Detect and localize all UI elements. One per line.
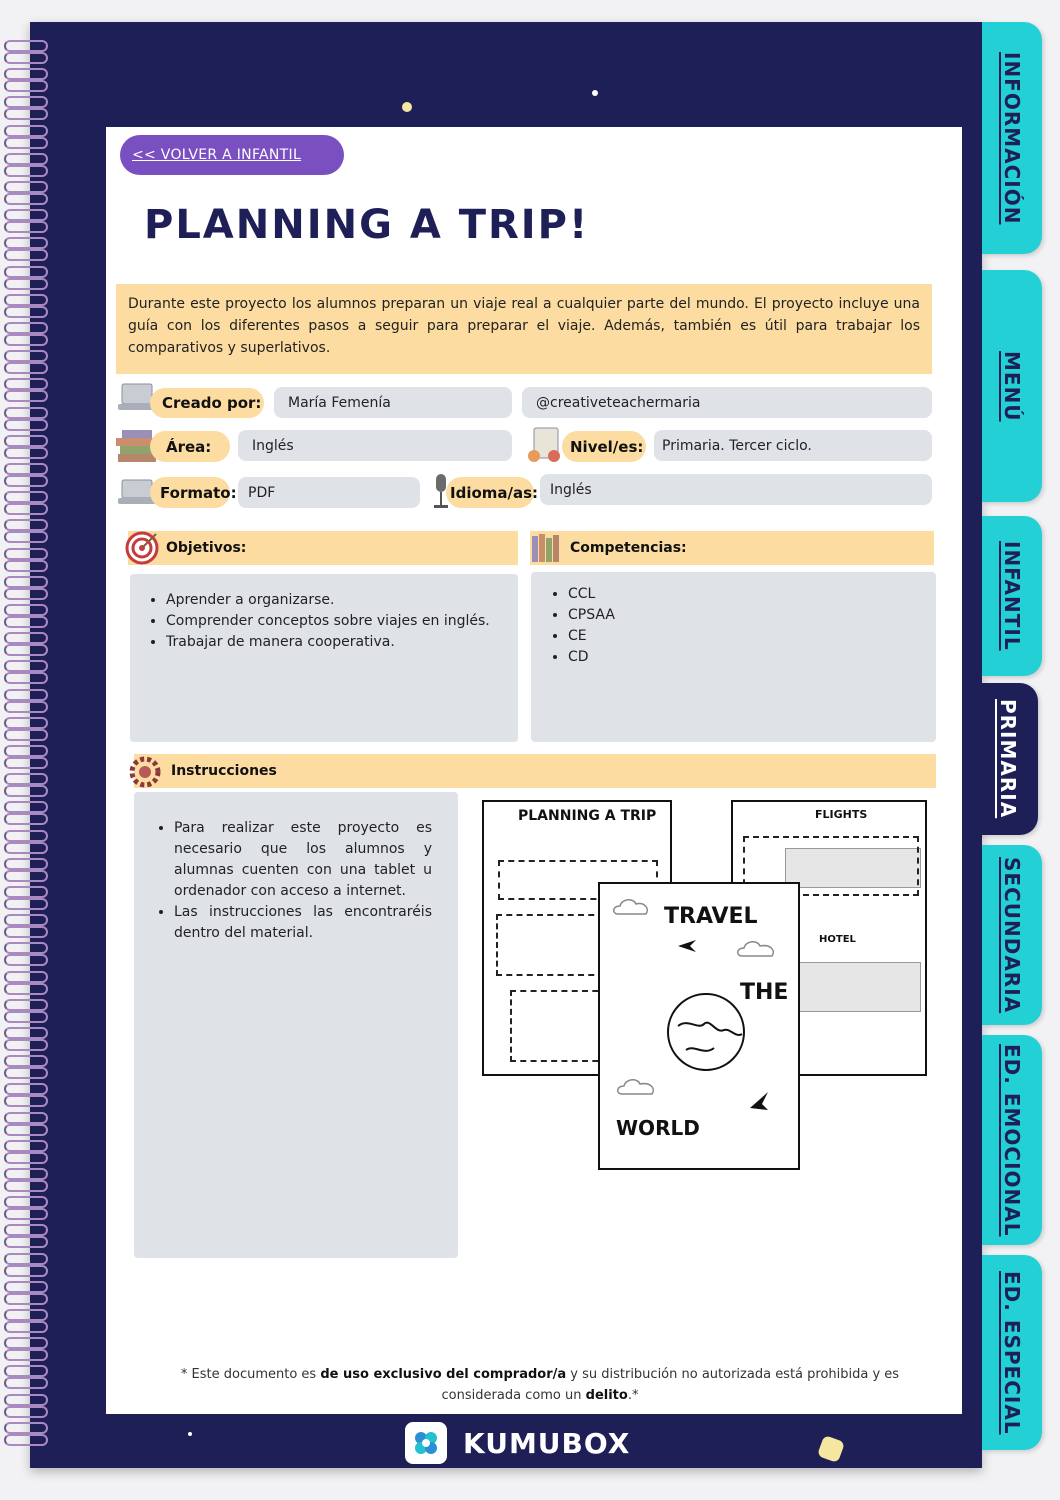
spiral-ring [4, 954, 48, 966]
spiral-ring [4, 644, 48, 656]
spiral-ring [4, 237, 48, 249]
tab-ed-especial[interactable] [982, 1255, 1042, 1450]
tab-informacion[interactable] [982, 22, 1042, 254]
spiral-ring [4, 660, 48, 672]
spiral-ring [4, 350, 48, 362]
page-title: PLANNING A TRIP! [144, 202, 590, 248]
back-button-label: << VOLVER A INFANTIL [132, 147, 302, 163]
tab-label: INFANTIL [1000, 541, 1024, 651]
spiral-ring [4, 1011, 48, 1023]
worksheet-preview-cover [598, 882, 800, 1170]
spiral-ring [4, 773, 48, 785]
spiral-ring [4, 1152, 48, 1164]
spiral-ring [4, 1224, 48, 1236]
spiral-ring [4, 40, 48, 52]
handle-value: @creativeteachermaria [536, 394, 701, 411]
area-label: Área: [166, 437, 212, 456]
formato-value-field [238, 477, 420, 508]
cloud-icon [612, 896, 652, 918]
brand-name: KUMUBOX [463, 1426, 631, 1460]
project-description: Durante este proyecto los alumnos preparan un viaje real a cualquier parte del mundo. El proyecto incluye una guía con los diferentes pasos a seguir para preparar el viaje. Además, también es útil para trabajar los comparativos y superlativos. [116, 284, 932, 374]
spiral-ring [4, 266, 48, 278]
spiral-ring [4, 914, 48, 926]
competencias-label: Competencias: [570, 540, 687, 556]
idioma-value-field [540, 474, 932, 505]
worksheet-title: FLIGHTS [815, 808, 868, 821]
spiral-ring [4, 1337, 48, 1349]
tab-primaria[interactable] [978, 683, 1038, 835]
spiral-ring [4, 971, 48, 983]
cover-title-travel: TRAVEL [664, 904, 758, 929]
spiral-ring [4, 560, 48, 572]
spiral-ring [4, 435, 48, 447]
competencias-panel [531, 572, 936, 742]
spiral-ring [4, 1321, 48, 1333]
spiral-ring [4, 193, 48, 205]
back-to-infantil-button[interactable] [120, 135, 344, 175]
tab-label: ED. ESPECIAL [1000, 1270, 1024, 1435]
spiral-ring [4, 181, 48, 193]
legal-notice-bold: delito [585, 1388, 628, 1403]
star-decoration [817, 1435, 845, 1463]
legal-notice-text: * Este documento es [180, 1367, 321, 1382]
cloud-icon [736, 936, 780, 960]
idioma-label-pill [446, 477, 539, 508]
spiral-ring [4, 362, 48, 374]
spiral-ring [4, 886, 48, 898]
star-decoration [402, 102, 412, 112]
gear-icon [128, 755, 162, 789]
spiral-ring [4, 983, 48, 995]
spiral-ring [4, 898, 48, 910]
spiral-ring [4, 616, 48, 628]
spiral-ring [4, 68, 48, 80]
list-item: • CE [568, 626, 920, 647]
star-decoration [592, 90, 598, 96]
formato-value: PDF [248, 484, 276, 501]
handle-field [522, 387, 932, 418]
list-item: • Comprender conceptos sobre viajes en inglés. [166, 611, 502, 632]
target-icon [124, 530, 160, 566]
spiral-ring [4, 1083, 48, 1095]
spiral-ring [4, 842, 48, 854]
cover-title-world: WORLD [616, 1116, 700, 1140]
spiral-ring [4, 1365, 48, 1377]
spiral-ring [4, 475, 48, 487]
spiral-ring [4, 729, 48, 741]
spiral-ring [4, 80, 48, 92]
objetivos-panel [130, 574, 518, 742]
airplane-icon [676, 934, 698, 956]
list-item: • CPSAA [568, 605, 920, 626]
formato-label: Formato: [160, 483, 237, 502]
spiral-ring [4, 221, 48, 233]
instrucciones-label: Instrucciones [171, 763, 277, 779]
spiral-ring [4, 447, 48, 459]
area-value: Inglés [252, 437, 294, 454]
cover-title-the: THE [740, 980, 789, 1005]
spiral-ring [4, 294, 48, 306]
tab-label: ED. EMOCIONAL [1000, 1043, 1024, 1237]
instrucciones-list [174, 818, 432, 944]
spiral-ring [4, 249, 48, 261]
legal-notice-bold: de uso exclusivo del comprador/a [320, 1367, 567, 1382]
spiral-ring [4, 390, 48, 402]
spiral-ring [4, 407, 48, 419]
instrucciones-panel [134, 792, 458, 1258]
spiral-ring [4, 926, 48, 938]
instrucciones-header [134, 754, 936, 788]
spiral-ring [4, 757, 48, 769]
spiral-ring [4, 52, 48, 64]
spiral-ring [4, 1095, 48, 1107]
spiral-ring [4, 1434, 48, 1446]
spiral-ring [4, 785, 48, 797]
formato-label-pill [150, 477, 237, 508]
spiral-ring [4, 1168, 48, 1180]
spiral-ring [4, 1055, 48, 1067]
spiral-ring [4, 1309, 48, 1321]
tab-label: PRIMARIA [996, 699, 1020, 819]
objetivos-list [166, 590, 502, 653]
spiral-ring [4, 137, 48, 149]
tab-ed-emocional[interactable] [982, 1035, 1042, 1245]
spiral-ring [4, 1208, 48, 1220]
idioma-value: Inglés [550, 481, 592, 498]
competencias-list [568, 584, 920, 668]
spiral-ring [4, 813, 48, 825]
spiral-ring [4, 1196, 48, 1208]
legal-notice-text: y su distribución no autorizada está prohibida y es considerada como un [441, 1367, 900, 1403]
spiral-ring [4, 491, 48, 503]
spiral-ring [4, 165, 48, 177]
spiral-ring [4, 1039, 48, 1051]
list-item: • CD [568, 647, 920, 668]
books-icon [528, 530, 564, 566]
brand-footer [405, 1421, 630, 1465]
spiral-ring [4, 519, 48, 531]
spiral-ring [4, 999, 48, 1011]
tab-secundaria[interactable] [982, 845, 1042, 1025]
creado-label-pill [150, 388, 264, 418]
spiral-binding [4, 40, 50, 1460]
nivel-value: Primaria. Tercer ciclo. [662, 437, 812, 454]
spiral-ring [4, 548, 48, 560]
spiral-ring [4, 1236, 48, 1248]
spiral-ring [4, 701, 48, 713]
spiral-ring [4, 689, 48, 701]
list-item: • Las instrucciones las encontraréis dentro del material. [174, 902, 432, 944]
spiral-ring [4, 503, 48, 515]
spiral-ring [4, 858, 48, 870]
spiral-ring [4, 1180, 48, 1192]
spiral-ring [4, 1253, 48, 1265]
spiral-ring [4, 96, 48, 108]
spiral-ring [4, 378, 48, 390]
tab-label: MENÚ [1000, 350, 1024, 422]
star-decoration [188, 1432, 192, 1436]
cloud-icon [616, 1074, 660, 1098]
nivel-label: Nivel/es: [570, 437, 644, 456]
spiral-ring [4, 306, 48, 318]
spiral-ring [4, 278, 48, 290]
spiral-ring [4, 1265, 48, 1277]
list-item: • Aprender a organizarse. [166, 590, 502, 611]
spiral-ring [4, 1422, 48, 1434]
nivel-value-field [654, 430, 932, 461]
spiral-ring [4, 604, 48, 616]
area-value-field [238, 430, 512, 461]
spiral-ring [4, 1377, 48, 1389]
spiral-ring [4, 1067, 48, 1079]
objetivos-header [128, 531, 518, 565]
spiral-ring [4, 830, 48, 842]
tab-infantil[interactable] [982, 516, 1042, 676]
worksheet-hotel-label: HOTEL [819, 934, 856, 945]
area-label-pill [150, 431, 230, 462]
objetivos-label: Objetivos: [166, 540, 247, 556]
creado-value: María Femenía [288, 394, 391, 411]
spiral-ring [4, 125, 48, 137]
spiral-ring [4, 463, 48, 475]
worksheet-grid [793, 962, 921, 1012]
spiral-ring [4, 870, 48, 882]
spiral-ring [4, 588, 48, 600]
spiral-ring [4, 745, 48, 757]
spiral-ring [4, 632, 48, 644]
nivel-label-pill [562, 431, 646, 462]
spiral-ring [4, 1140, 48, 1152]
spiral-ring [4, 531, 48, 543]
spiral-ring [4, 1406, 48, 1418]
competencias-header [530, 531, 934, 565]
spiral-ring [4, 801, 48, 813]
spiral-ring [4, 209, 48, 221]
spiral-ring [4, 576, 48, 588]
spiral-ring [4, 108, 48, 120]
globe-icon [664, 990, 748, 1074]
spiral-ring [4, 1349, 48, 1361]
airplane-icon [746, 1088, 772, 1114]
worksheet-title: PLANNING A TRIP [518, 808, 657, 824]
list-item: • Para realizar este proyecto es necesario que los alumnos y alumnas cuenten con una tablet u ordenador con acceso a internet. [174, 818, 432, 902]
spiral-ring [4, 1112, 48, 1124]
list-item: • CCL [568, 584, 920, 605]
spiral-ring [4, 153, 48, 165]
spiral-ring [4, 942, 48, 954]
spiral-ring [4, 1124, 48, 1136]
spiral-ring [4, 1293, 48, 1305]
spiral-ring [4, 334, 48, 346]
legal-notice [160, 1364, 920, 1406]
tab-label: INFORMACIÓN [1000, 51, 1024, 225]
spiral-ring [4, 1281, 48, 1293]
kumubox-logo-icon [405, 1422, 447, 1464]
spiral-ring [4, 717, 48, 729]
creado-value-field [274, 387, 512, 418]
list-item: • Trabajar de manera cooperativa. [166, 632, 502, 653]
spiral-ring [4, 1394, 48, 1406]
idioma-label: Idioma/as: [450, 483, 539, 502]
tab-menu[interactable] [982, 270, 1042, 502]
spiral-ring [4, 1027, 48, 1039]
spiral-ring [4, 672, 48, 684]
legal-notice-text: .* [627, 1388, 639, 1403]
spiral-ring [4, 322, 48, 334]
tab-label: SECUNDARIA [1000, 856, 1024, 1014]
spiral-ring [4, 419, 48, 431]
creado-label: Creado por: [162, 394, 262, 412]
